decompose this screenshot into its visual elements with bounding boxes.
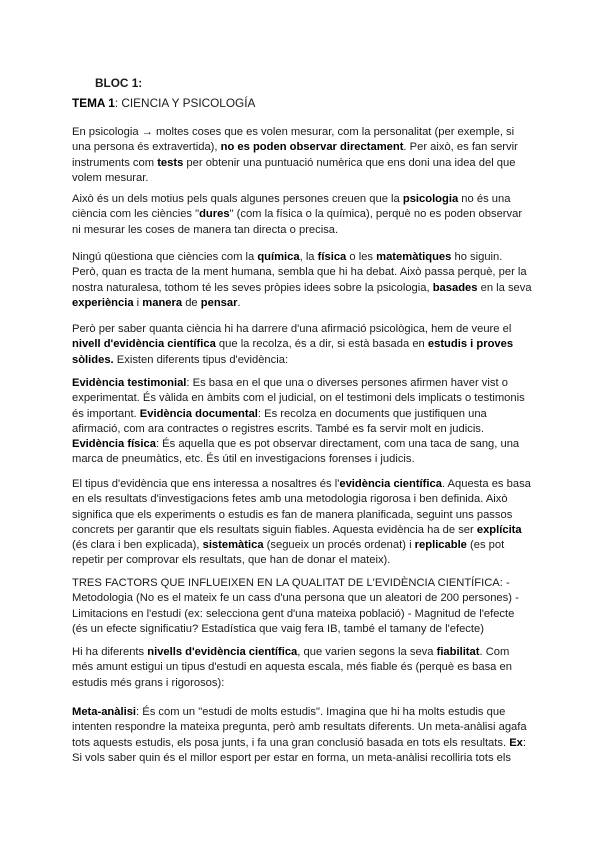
paragraph-evidence-levels: Hi ha diferents nivells d'evidència científica, que varien segons la seva fiabilitat. Com més amunt estigui un tipus d'estudi en aquesta escala, més fiable és (perquè es basa en estudis més grans i rigorosos): <box>72 646 512 689</box>
paragraph-evidence-level: Però per saber quanta ciència hi ha darrere d'una afirmació psicològica, hem de veure el nivell d'evidència científica que la recolza, és a dir, si està basada en estudis i proves sòlides. Existen diferents tipus d'evidència: <box>72 323 514 366</box>
paragraph-hard-sciences: Això és un dels motius pels quals algunes persones creuen que la psicologia no és una ciència com les ciències "dures" (com la física o la química), perquè no es poden observar ni mesurar les coses de manera tan directa o precisa. <box>72 193 523 236</box>
paragraph-human-mind: Ningú qüestiona que ciències com la química, la física o les matemàtiques ho siguin. Però, quan es tracta de la ment humana, sembla que hi ha debat. Això passa perquè, per la nostra naturalesa, tothom té les seves pròpies idees sobre la psicologia, basades en la seva experiència i manera de pensar. <box>72 251 532 309</box>
topic-title: : CIENCIA Y PSICOLOGÍA <box>114 96 256 110</box>
paragraph-measurement: En psicologia → moltes coses que es volen mesurar, com la personalitat (per exemple, si una persona és extravertida), no es poden observar directament. Per això, es fan servir instruments com tests per obtenir una puntuació numèrica que ens doni una idea del que volem mesurar. <box>72 126 518 184</box>
paragraph-evidence-types: Evidència testimonial: Es basa en el que una o diverses persones afirmen haver vist o experimentat. És vàlida en àmbits com el judicial, on el testimoni dels implicats o testimonis és important. Evidència documental: Es recolza en documents que justifiquen una afirmació, com ara contractes o registres escrits. També es fa servir molt en judicis. Evidència física: És aquella que es pot observar directament, com una taca de sang, una marca de pneumàtics, etc. És útil en investigacions forenses i judicis. <box>72 377 525 466</box>
paragraph-three-factors: TRES FACTORS QUE INFLUEIXEN EN LA QUALITAT DE L'EVIDÈNCIA CIENTÍFICA: - Metodologia (No es el mateix fe un cass d'una persona que un aleatori de 200 persones) - Limitacions en l'estudi (ex: selecciona gent d'una mateixa població) - Magnitud de l'efecte (és un efecte significatiu? Estadística que vaig fera IB, també el tamany de l'efecte) <box>72 577 519 635</box>
topic-heading <box>72 96 532 111</box>
topic-label: TEMA 1 <box>72 96 115 110</box>
block-heading: BLOC 1: <box>95 76 143 90</box>
paragraph-meta-analysis: Meta-anàlisi: És com un "estudi de molts estudis". Imagina que hi ha molts estudis que intenten respondre la mateixa pregunta, però amb resultats diferents. Un meta-anàlisi agafa tots aquests estudis, els posa junts, i fa una gran conclusió basada en tots els resultats. Ex: Si vols saber quin és el millor esport per estar en forma, un meta-anàlisi recolliria tots els <box>72 706 527 764</box>
paragraph-scientific-evidence: El tipus d'evidència que ens interessa a nosaltres és l'evidència científica. Aquesta es basa en els resultats d'investigacions fetes amb una metodologia rigorosa i ben definida. Això significa que els experiments o estudis es fan de manera planificada, seguint uns passos concrets per garantir que els resultats siguin fiables. Aquesta evidència ha de ser explícita (és clara i ben explicada), sistemàtica (segueix un procés ordenat) i replicable (es pot repetir per comprovar els resultats, que han de donar el mateix). <box>72 478 531 567</box>
